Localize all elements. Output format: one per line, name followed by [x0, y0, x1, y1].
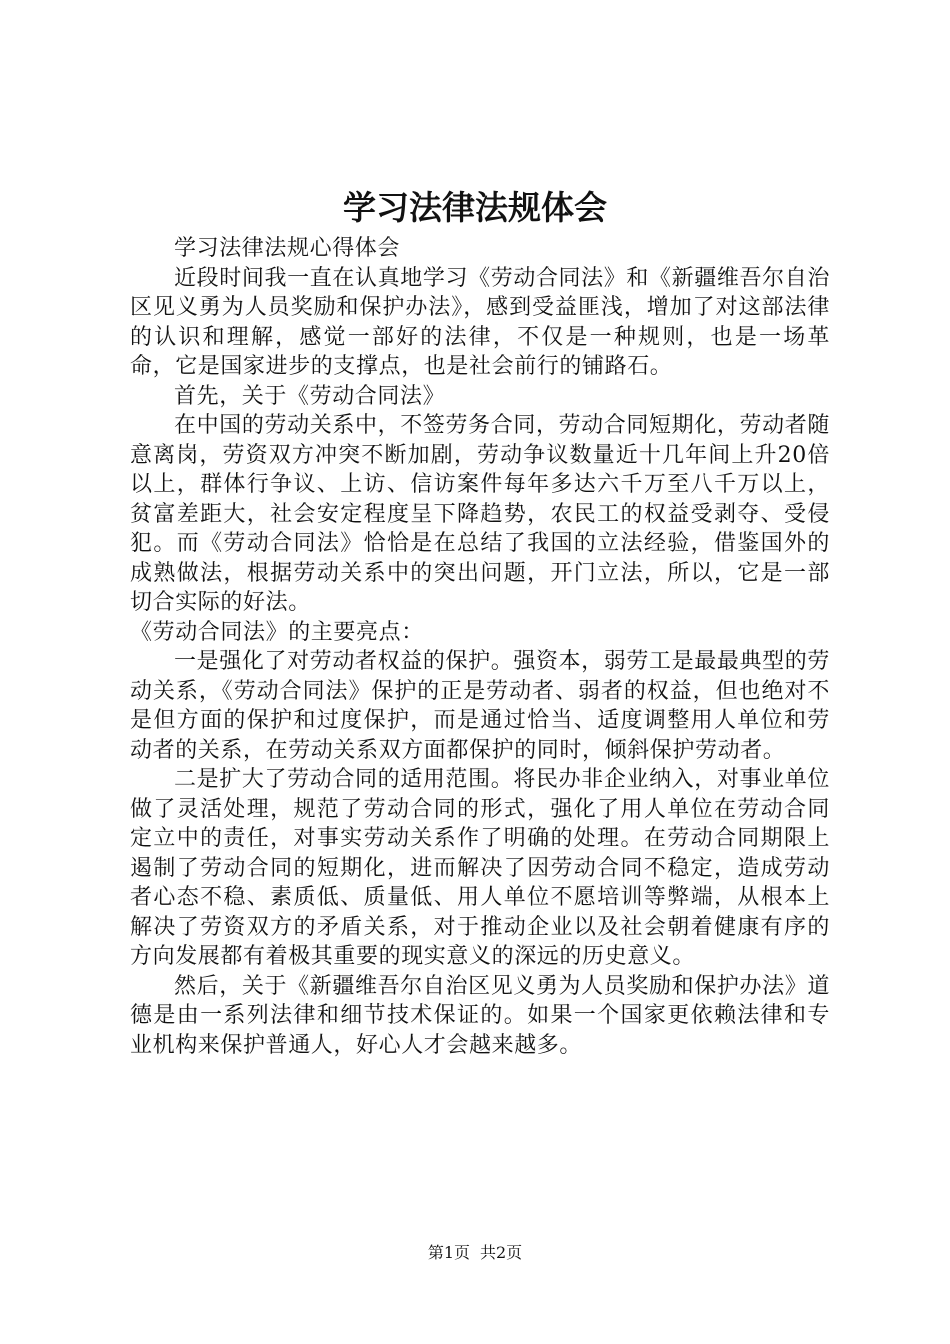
page-number: 第1页 [427, 1243, 470, 1262]
document-title: 学习法律法规体会 [343, 188, 607, 227]
page-total: 共2页 [480, 1243, 523, 1262]
document-body [130, 234, 830, 1060]
paragraph-subtitle: 学习法律法规心得体会 [174, 236, 401, 261]
paragraph-then: 然后，关于《新疆维吾尔自治区见义勇为人员奖励和保护办法》道德是由一系列法律和细节技术保证的。如果一个国家更依赖法律和专业机构来保护普通人，好心人才会越来越多。 [130, 973, 830, 1058]
paragraph-intro: 近段时间我一直在认真地学习《劳动合同法》和《新疆维吾尔自治区见义勇为人员奖励和保护办法》，感到受益匪浅，增加了对这部法律的认识和理解，感觉一部好的法律，不仅是一种规则，也是一场革命，它是国家进步的支撑点，也是社会前行的铺路石。 [130, 265, 830, 379]
paragraph-highlights-heading: 《劳动合同法》的主要亮点： [130, 619, 424, 645]
paragraph-point-two: 二是扩大了劳动合同的适用范围。将民办非企业纳入，对事业单位做了灵活处理，规范了劳动合同的形式，强化了用人单位在劳动合同定立中的责任，对事实劳动关系作了明确的处理。在劳动合同期限上遏制了劳动合同的短期化，进而解决了因劳动合同不稳定，造成劳动者心态不稳、素质低、质量低、用人单位不愿培训等弊端，从根本上解决了劳资双方的矛盾关系，对于推动企业以及社会朝着健康有序的方向发展都有着极其重要的现实意义的深远的历史意义。 [130, 767, 830, 969]
paragraph-point-one: 一是强化了对劳动者权益的保护。强资本，弱劳工是最最典型的劳动关系，《劳动合同法》保护的正是劳动者、弱者的权益，但也绝对不是但方面的保护和过度保护，而是通过恰当、适度调整用人单位和劳动者的关系，在劳动关系双方面都保护的同时，倾斜保护劳动者。 [130, 649, 830, 763]
page-footer [0, 1243, 950, 1263]
paragraph-section-heading: 首先，关于《劳动合同法》 [174, 383, 446, 409]
paragraph-background: 在中国的劳动关系中，不签劳务合同，劳动合同短期化，劳动者随意离岗，劳资双方冲突不断加剧，劳动争议数量近十几年间上升20倍以上，群体行争议、上访、信访案件每年多达六千万至八千万以上，贫富差距大，社会安定程度呈下降趋势，农民工的权益受剥夺、受侵犯。而《劳动合同法》恰恰是在总结了我国的立法经验，借鉴国外的成熟做法，根据劳动关系中的突出问题，开门立法，所以，它是一部切合实际的好法。 [130, 413, 830, 615]
